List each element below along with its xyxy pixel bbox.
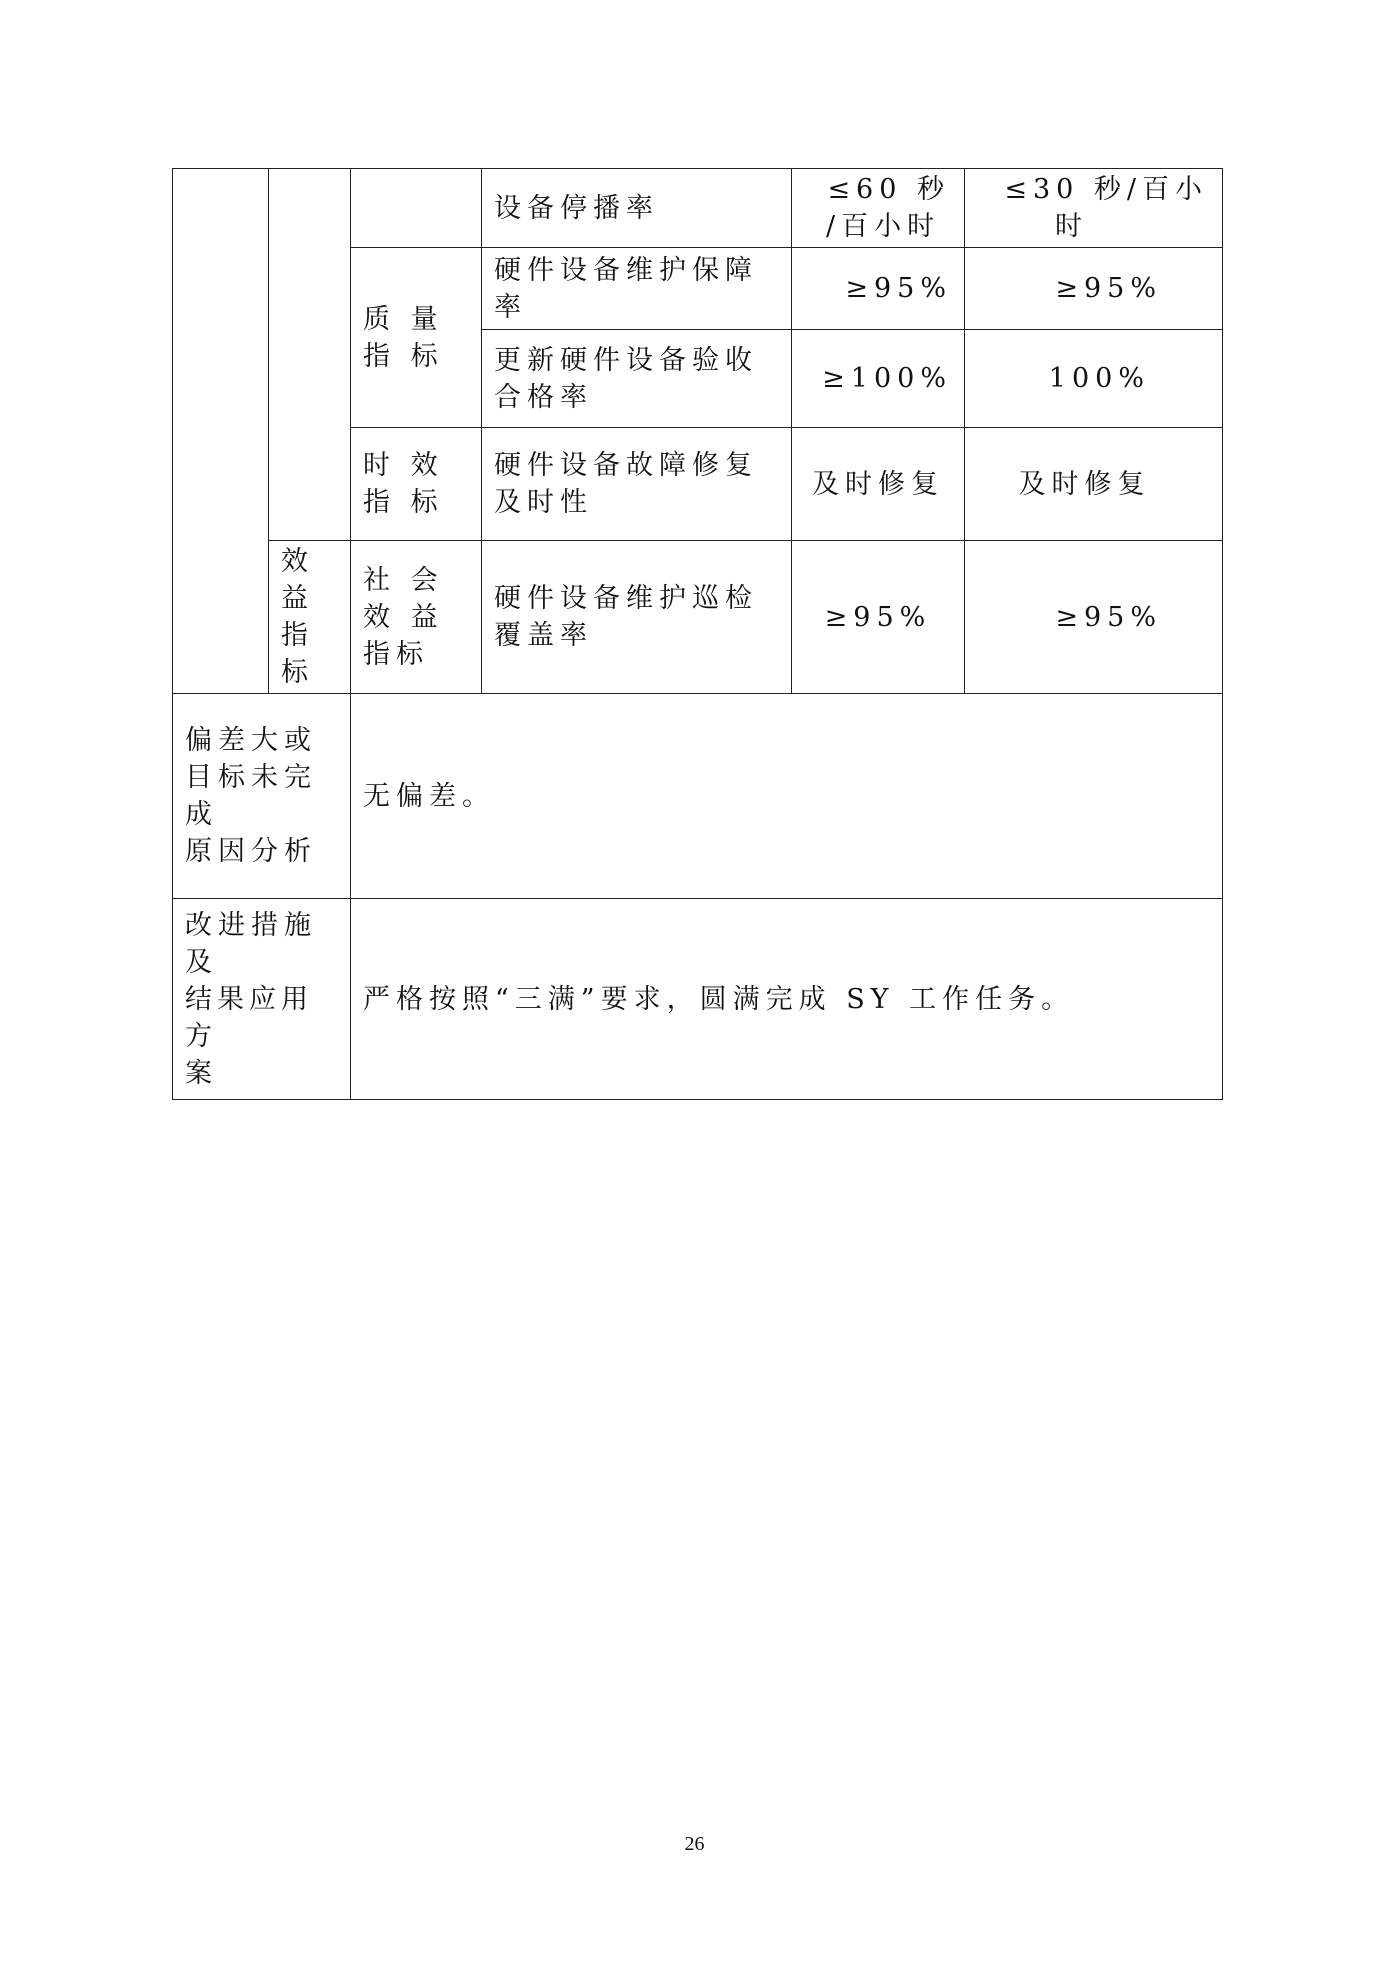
target-value-cell [792,169,965,248]
actual-value-cell: ≥95% [965,541,1223,694]
target-value-cell: ≥100% [792,330,965,428]
actual-value-line: 时 [1055,211,1088,242]
indicator-name-cell: 设备停播率 [482,169,792,248]
deviation-label-line: 原因分析 [185,836,317,867]
indicator-subcategory-cell [269,169,351,541]
indicator-name-cell: 硬件设备维护保障率 [482,248,792,330]
table-row [173,694,1223,899]
table-row [173,169,1223,248]
improvement-label-line: 改进措施及 [185,909,317,978]
deviation-content-cell: 无偏差。 [351,694,1223,899]
improvement-label-line: 案 [185,1057,218,1089]
indicator-type-cell: 质 量 指 标 [351,248,482,428]
target-value-line: ≤60 秒 [827,174,950,205]
actual-value-line: ≤30 秒/百小 [1004,174,1208,205]
actual-value-cell [965,169,1223,248]
improvement-label-line: 结果应用方 [185,983,313,1052]
target-value-cell: ≥95% [792,248,965,330]
indicator-category-cell [173,169,269,694]
indicator-name-cell: 硬件设备维护巡检覆盖率 [482,541,792,694]
deviation-label-line: 目标未完成 [185,762,317,830]
actual-value-cell: 及时修复 [965,428,1223,541]
actual-value-cell: 100% [965,330,1223,428]
actual-value-cell: ≥95% [965,248,1223,330]
indicator-type-cell: 时 效 指 标 [351,428,482,541]
improvement-content-cell: 严格按照“三满”要求，圆满完成 SY 工作任务。 [351,899,1223,1100]
improvement-label-cell [173,899,351,1100]
indicator-name-cell: 更新硬件设备验收合格率 [482,330,792,428]
deviation-label-line: 偏差大或 [185,725,317,756]
indicator-type-cell: 社 会 效 益指标 [351,541,482,694]
target-value-cell: 及时修复 [792,428,965,541]
indicator-name-cell: 硬件设备故障修复及时性 [482,428,792,541]
deviation-label-cell [173,694,351,899]
indicator-type-cell [351,169,482,248]
target-value-line: /百小时 [826,211,941,242]
page-number: 26 [684,1833,705,1855]
table-row [173,899,1223,1100]
target-value-cell: ≥95% [792,541,965,694]
table-row [173,541,1223,694]
indicator-subcategory-cell: 效益指标 [269,541,351,694]
performance-indicator-table [172,168,1223,1100]
